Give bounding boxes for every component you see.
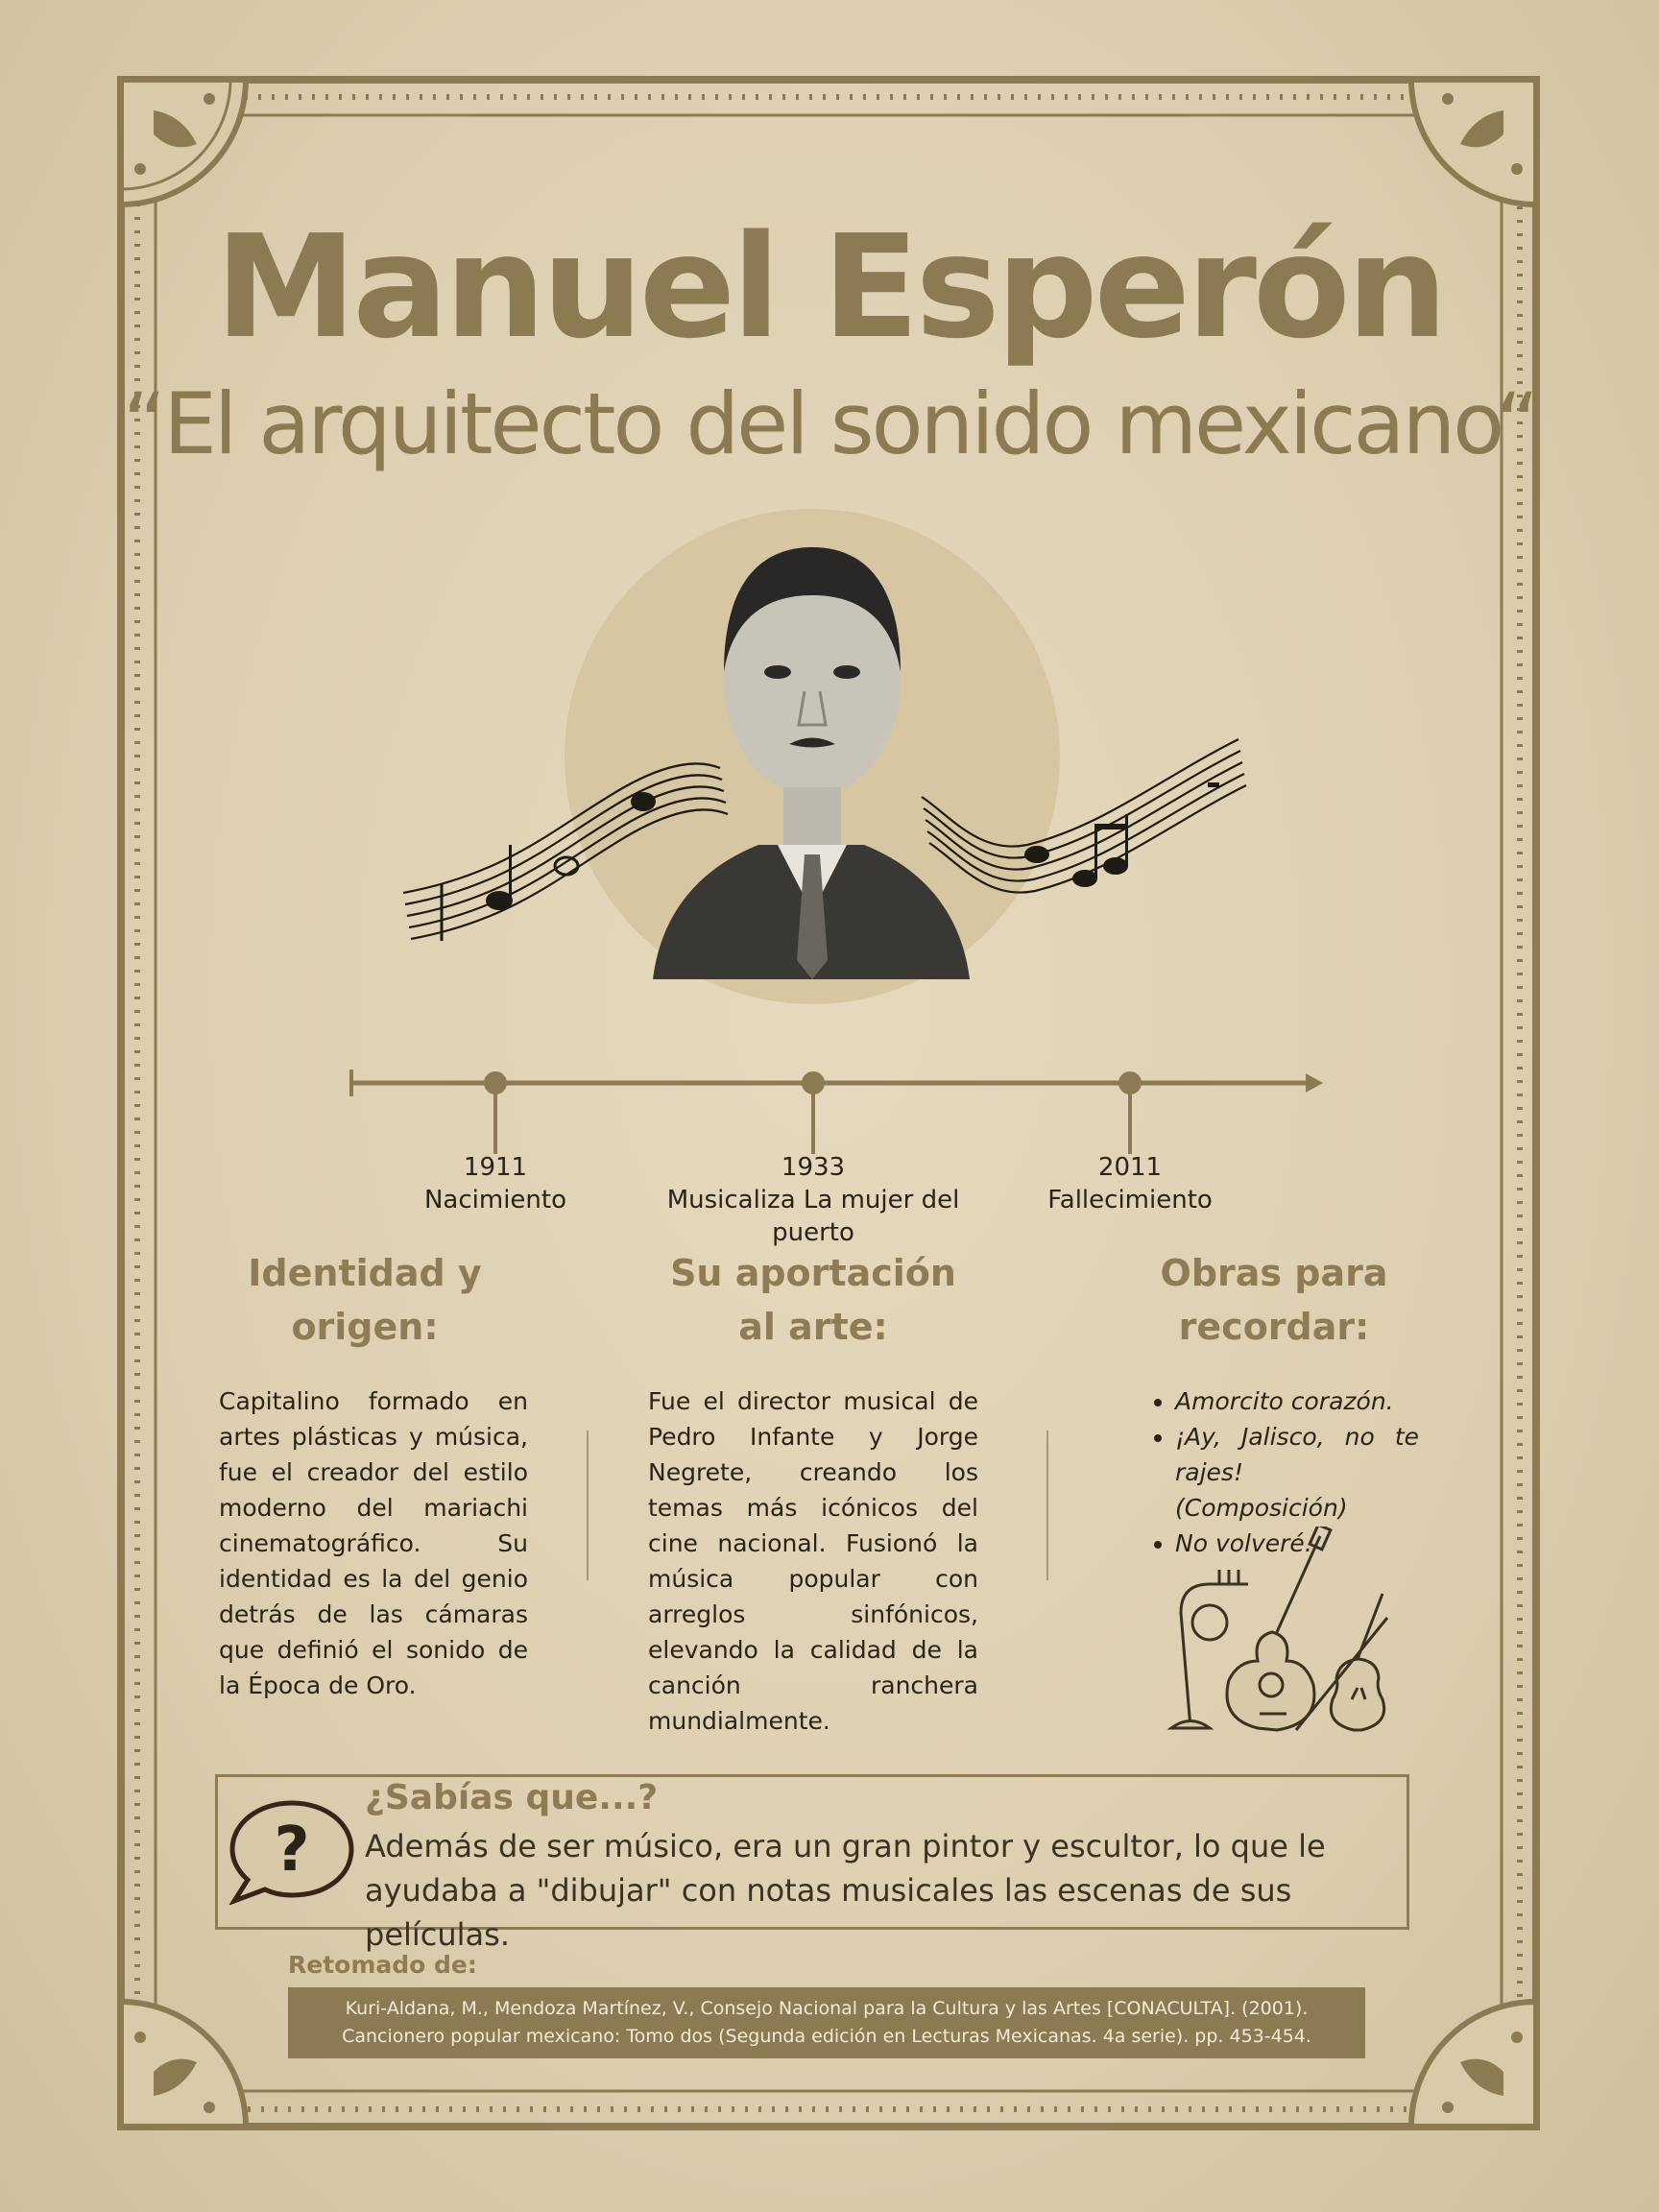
timeline-label: Nacimiento	[423, 1186, 567, 1214]
svg-text:?: ?	[274, 1815, 310, 1886]
identity-text: Capitalino formado en artes plásticas y música, fue el creador del estilo moderno del mariachi cinematográfico. Su identidad es la del genio detrás de las cámaras que definió el sonido de la Época de Oro.	[219, 1387, 528, 1699]
column-divider	[1046, 1431, 1048, 1580]
heading-line: al arte:	[738, 1306, 888, 1348]
contribution-text: Fue el director musical de Pedro Infante y Jorge Negrete, creando los temas más icónicos del cine nacional. Fusionó la música popular con arreglos sinfónicos, elevando la calidad de la canción ranchera mundialmente.	[648, 1387, 978, 1735]
question-bubble-icon	[227, 1797, 357, 1905]
timeline-label: Fallecimiento	[1047, 1186, 1213, 1214]
column-divider	[587, 1431, 589, 1580]
contribution-heading	[640, 1246, 986, 1354]
heading-line: Su aportación	[670, 1252, 956, 1294]
page-subtitle: “El arquitecto del sonido mexicano“	[122, 374, 1537, 473]
list-item: • Amorcito corazón.	[1175, 1383, 1419, 1419]
page-title: Manuel Esperón	[214, 204, 1445, 370]
timeline-year: 1933	[781, 1153, 846, 1182]
heading-line: origen:	[291, 1306, 439, 1348]
list-item: • No volveré.	[1175, 1526, 1419, 1561]
timeline	[0, 1056, 1659, 1162]
timeline-event-1933	[660, 1151, 967, 1249]
heading-line: Obras para	[1160, 1252, 1388, 1294]
heading-line: Identidad y	[248, 1252, 482, 1294]
heading-line: recordar:	[1178, 1306, 1370, 1348]
source-label: Retomado de:	[288, 1951, 477, 1979]
source-citation: Kuri-Aldana, M., Mendoza Martínez, V., Consejo Nacional para la Cultura y las Artes [CONACULTA]. (2001). Cancionero popular mexicano: Tomo dos (Segunda edición en Lecturas Mexicanas. 4a serie). pp. 453-454.	[288, 1987, 1365, 2058]
fact-title: ¿Sabías que...?	[365, 1778, 659, 1817]
timeline-year: 1911	[463, 1153, 528, 1182]
portrait-illustration	[394, 509, 1258, 1008]
timeline-event-2011	[976, 1151, 1284, 1216]
timeline-label: Musicaliza La mujer del puerto	[666, 1186, 960, 1247]
works-heading	[1101, 1246, 1447, 1354]
identity-heading	[192, 1246, 538, 1354]
fact-text: Además de ser músico, era un gran pintor y escultor, lo que le ayudaba a "dibujar" con notas musicales las escenas de sus películas.	[365, 1828, 1326, 1953]
list-item: • ¡Ay, Jalisco, no te rajes! (Composición)	[1175, 1419, 1419, 1526]
timeline-event-1911	[342, 1151, 649, 1216]
instruments-illustration	[1152, 1527, 1402, 1738]
timeline-year: 2011	[1097, 1153, 1163, 1182]
